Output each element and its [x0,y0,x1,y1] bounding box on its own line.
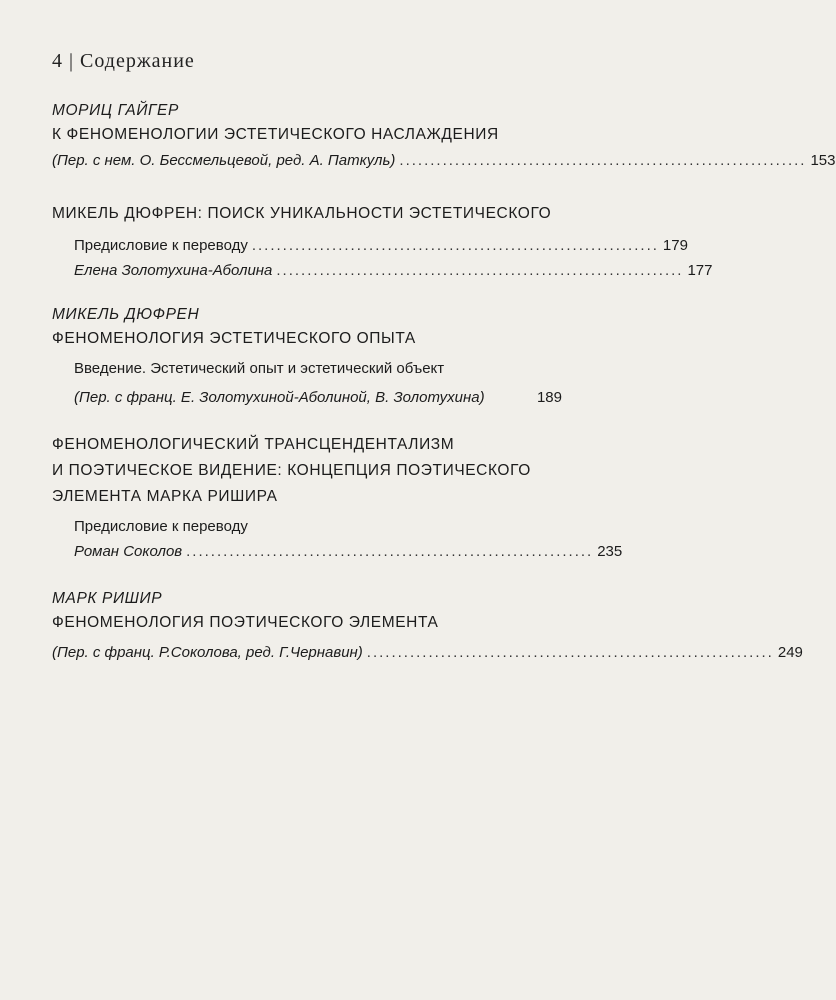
toc-entry[interactable] [52,233,688,258]
page-header [52,50,195,73]
entry-text: (Пер. с франц. Е. Золотухиной-Аболиной, В. Золотухина) [74,389,485,406]
page-number: 4 [52,50,63,72]
header-separator: | [69,50,75,72]
entry-page-number: 249 [777,644,803,661]
toc-entry[interactable] [52,385,562,410]
toc-entry[interactable] [52,539,623,564]
section-title: И ПОЭТИЧЕСКОЕ ВИДЕНИЕ: КОНЦЕПЦИЯ ПОЭТИЧЕСКОГО [52,462,531,479]
entry-text: Елена Золотухина-Аболина [74,262,273,279]
toc-section-richir [52,588,803,665]
section-title: ЭЛЕМЕНТА МАРКА РИШИРА [52,488,278,505]
dot-leader: .................................................................. [399,152,807,169]
entry-page-number: 177 [687,262,713,279]
dot-leader: .................................................................. [366,644,774,661]
section-author: МАРК РИШИР [52,590,163,607]
entry-page-number: 235 [597,543,623,560]
entry-page-number: 179 [662,237,688,254]
entry-text: Роман Соколов [74,543,183,560]
toc-section-dufrenne [52,304,562,410]
section-title: МИКЕЛЬ ДЮФРЕН: ПОИСК УНИКАЛЬНОСТИ ЭСТЕТИЧЕСКОГО [52,205,552,222]
toc-entry[interactable] [52,514,562,539]
section-title: ФЕНОМЕНОЛОГИЯ ПОЭТИЧЕСКОГО ЭЛЕМЕНТА [52,614,439,631]
section-title: ФЕНОМЕНОЛОГИЯ ЭСТЕТИЧЕСКОГО ОПЫТА [52,330,416,347]
toc-section-dufrenne-search [52,201,713,283]
section-author: МИКЕЛЬ ДЮФРЕН [52,306,200,323]
section-title: К ФЕНОМЕНОЛОГИИ ЭСТЕТИЧЕСКОГО НАСЛАЖДЕНИЯ [52,126,499,143]
entry-text: Предисловие к переводу [74,237,248,254]
dot-leader: .................................................................. [276,262,684,279]
toc-entry[interactable] [52,356,562,381]
section-title: ФЕНОМЕНОЛОГИЧЕСКИЙ ТРАНСЦЕНДЕНТАЛИЗМ [52,436,455,453]
toc-entry[interactable] [52,640,803,665]
toc-entry[interactable] [52,258,713,283]
entry-text: (Пер. с франц. Р.Соколова, ред. Г.Чернавин) [52,644,363,661]
toc-section-geiger [52,100,836,173]
toc-section-transcendentalism [52,432,623,564]
dot-leader: .................................................................. [186,543,594,560]
toc-entry[interactable] [52,148,836,173]
entry-page-number: 153 [810,152,836,169]
running-title: Содержание [80,50,195,72]
entry-page-number: 189 [536,389,562,406]
entry-text: Введение. Эстетический опыт и эстетический объект [74,360,445,377]
section-author: МОРИЦ ГАЙГЕР [52,102,179,119]
entry-text: Предисловие к переводу [74,518,248,535]
dot-leader: .................................................................. [251,237,659,254]
entry-text: (Пер. с нем. О. Бессмельцевой, ред. А. Паткуль) [52,152,396,169]
